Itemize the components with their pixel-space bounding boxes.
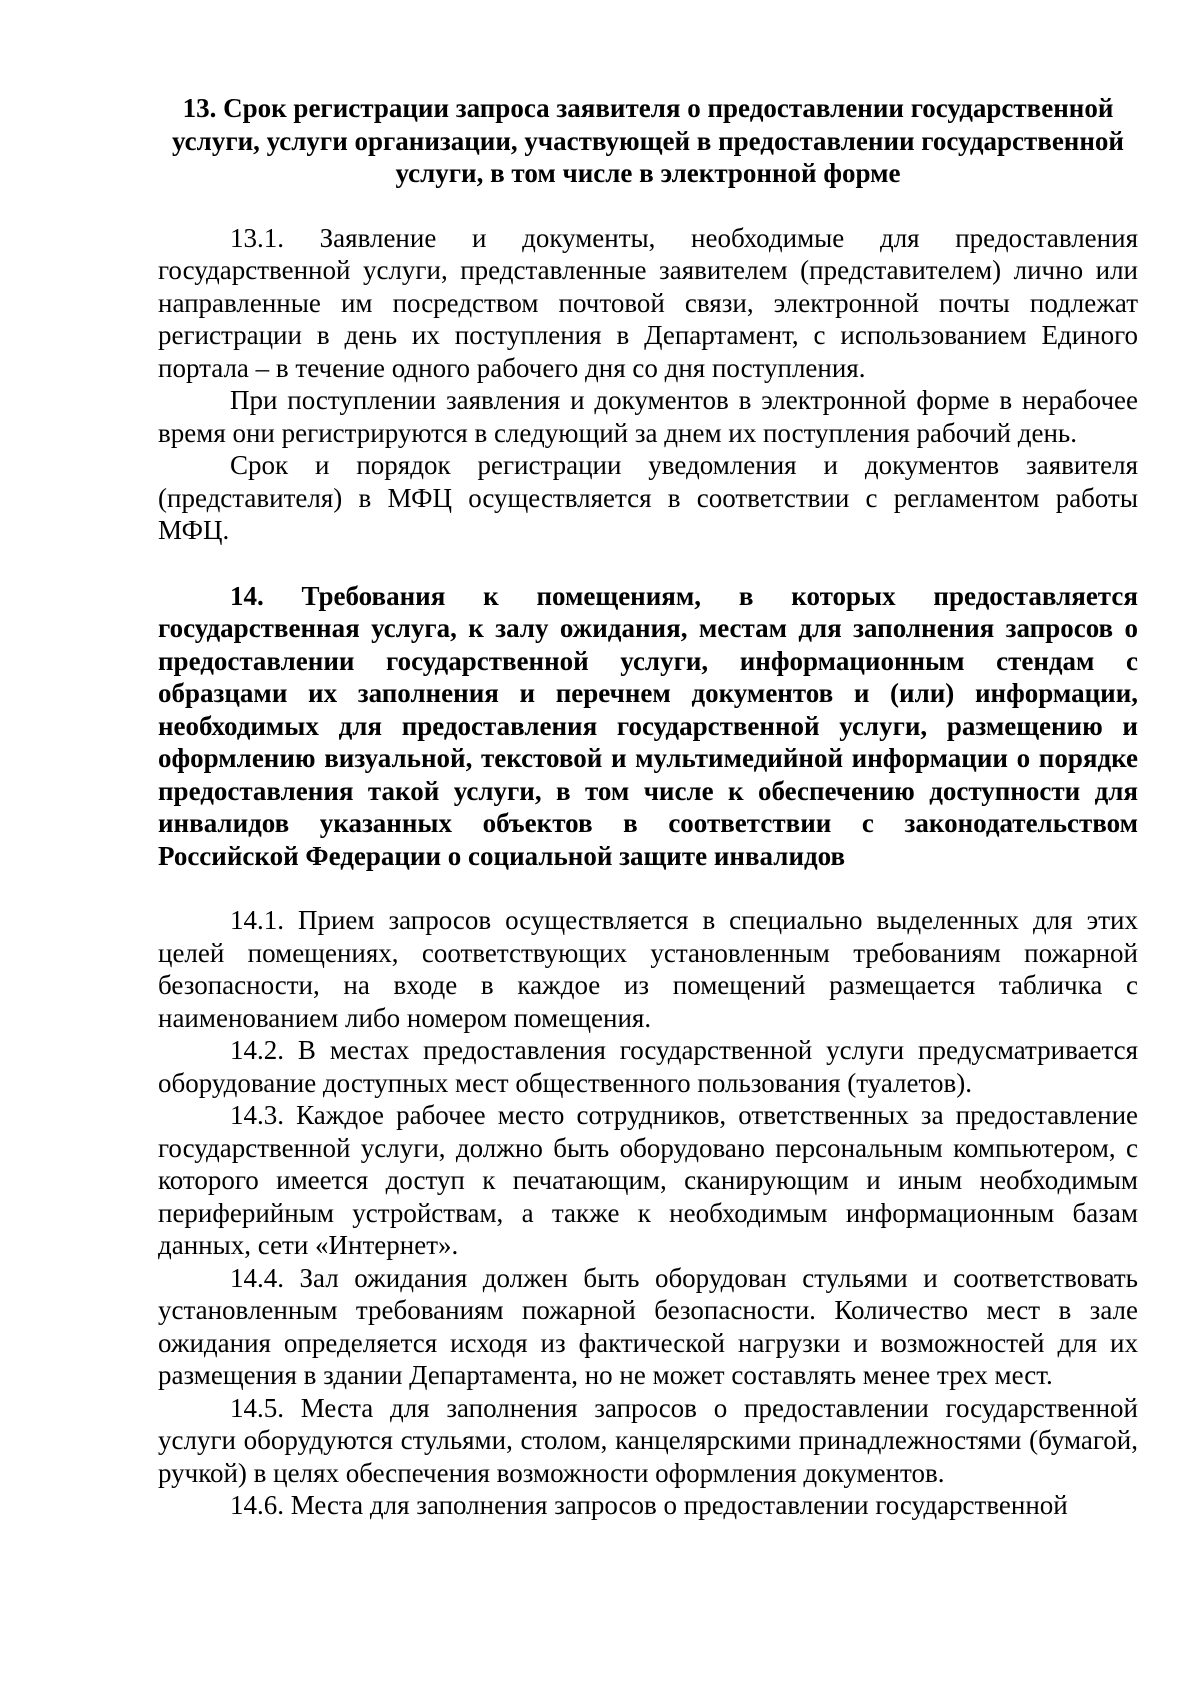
section-14-paragraph-3: 14.3. Каждое рабочее место сотрудников, ответственных за предоставление государственной услуги, должно быть оборудовано персональным компьютером, с которого имеется доступ к печатающим, сканирующим и иным необходимым периферийным устройствам, а также к необходимым информационным базам данных, сети «Интернет». bbox=[158, 1100, 1138, 1260]
section-14-paragraph-6: 14.6. Места для заполнения запросов о предоставлении государственной bbox=[230, 1490, 1068, 1520]
spacer bbox=[158, 190, 1138, 222]
section-14-paragraph-5: 14.5. Места для заполнения запросов о предоставлении государственной услуги оборудуются стульями, столом, канцелярскими принадлежностями (бумагой, ручкой) в целях обеспечения возможности оформления документов. bbox=[158, 1392, 1138, 1488]
section-14-paragraph-1: 14.1. Прием запросов осуществляется в специально выделенных для этих целей помещениях, соответствующих установленным требованиям пожарной безопасности, на входе в каждое из помещений размещается табличка с наименованием либо номером помещения. bbox=[158, 905, 1138, 1033]
section-13-heading: 13. Срок регистрации запроса заявителя о предоставлении государственной услуги, услуги организации, участвующей в предоставлении государственной услуги, в том числе в электронной форме bbox=[172, 93, 1124, 188]
section-13-paragraph-2: При поступлении заявления и документов в электронной форме в нерабочее время они регистрируются в следующий за днем их поступления рабочий день. bbox=[158, 385, 1138, 448]
section-13-paragraph-3: Срок и порядок регистрации уведомления и документов заявителя (представителя) в МФЦ осуществляется в соответствии с регламентом работы МФЦ. bbox=[158, 450, 1138, 545]
section-14-paragraph-4: 14.4. Зал ожидания должен быть оборудован стульями и соответствовать установленным требованиям пожарной безопасности. Количество мест в зале ожидания определяется исходя из фактической нагрузки и возможностей для их размещения в здании Департамента, но не может составлять менее трех мест. bbox=[158, 1262, 1138, 1390]
document-page bbox=[158, 92, 1138, 1522]
section-13-paragraph-1: 13.1. Заявление и документы, необходимые для предоставления государственной услуги, представленные заявителем (представителем) лично или направленные им посредством почтовой связи, электронной почты подлежат регистрации в день их поступления в Департамент, с использованием Единого портала – в течение одного рабочего дня со дня поступления. bbox=[158, 222, 1138, 383]
spacer bbox=[158, 872, 1138, 904]
spacer bbox=[158, 547, 1138, 580]
section-14-heading: 14. Требования к помещениям, в которых предоставляется государственная услуга, к залу ожидания, местам для заполнения запросов о предоставлении государственной услуги, информационным стендам с образцами их заполнения и перечнем документов и (или) информации, необходимых для предоставления государственной услуги, размещению и оформлению визуальной, текстовой и мультимедийной информации о порядке предоставления такой услуги, в том числе к обеспечению доступности для инвалидов указанных объектов в соответствии с законодательством Российской Федерации о социальной защите инвалидов bbox=[158, 580, 1138, 871]
section-14-paragraph-2: 14.2. В местах предоставления государственной услуги предусматривается оборудование доступных мест общественного пользования (туалетов). bbox=[158, 1035, 1138, 1098]
